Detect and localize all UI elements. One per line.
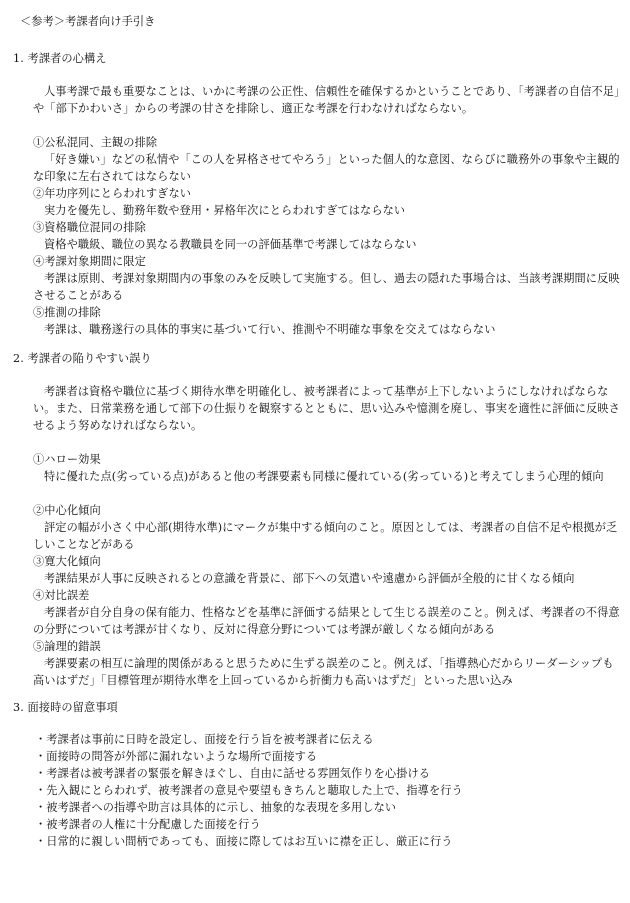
item-title: ④考課対象期間に限定 xyxy=(33,255,146,268)
item-title: ⑤推測の排除 xyxy=(33,306,101,319)
section-1-intro: 人事考課で最も重要なことは、いかに考課の公正性、信頼性を確保するかということであり、「考課者の自信不足」や「部下かわいさ」からの考課の甘さを排除し、適正な考課を行わなければならない。 xyxy=(33,85,620,115)
item-description: 考課は、職務遂行の具体的事実に基づいて行い、推測や不明確な事象を交えてはならない xyxy=(44,323,496,336)
section-heading-1: 1. 考課者の心構え xyxy=(13,52,107,65)
list-item: ・先入観にとらわれず、被考課者の意見や要望もきちんと聴取した上で、指導を行う xyxy=(35,784,463,797)
list-item: ・考課者は被考課者の緊張を解きほぐし、自由に話せる雰囲気作りを心掛ける xyxy=(35,767,431,780)
list-item: ・面接時の問答が外部に漏れないような場所で面接する xyxy=(35,750,318,763)
item-title: ①ハロー効果 xyxy=(33,453,101,466)
section-heading-2: 2. 考課者の陥りやすい誤り xyxy=(13,352,152,365)
item-title: ③資格職位混同の排除 xyxy=(33,221,146,234)
document-title: ＜参考＞考課者向け手引き xyxy=(20,15,156,28)
section-1-item-1 xyxy=(33,134,621,185)
list-item: ・被考課者への指導や助言は具体的に示し、抽象的な表現を多用しない xyxy=(35,801,397,814)
item-description: 特に優れた点(劣っている点)があると他の考課要素も同様に優れている(劣っている)と考えてしまう心理的傾向 xyxy=(44,470,604,483)
item-description: 考課者が自分自身の保有能力、性格などを基準に評価する結果として生じる誤差のこと。例えば、考課者の不得意の分野については考課が甘くなり、反対に得意分野については考課が厳しくなる傾向がある xyxy=(33,606,620,636)
item-title: ②中心化傾向 xyxy=(33,504,101,517)
list-item: ・被考課者の人権に十分配慮した面接を行う xyxy=(35,818,261,831)
item-description: 評定の幅が小さく中心部(期待水準)にマークが集中する傾向のこと。原因としては、考課者の自信不足や根拠が乏しいことなどがある xyxy=(33,521,618,551)
section-2-item-1 xyxy=(33,451,621,485)
section-1-item-2 xyxy=(33,185,621,219)
item-title: ⑤論理的錯誤 xyxy=(33,640,101,653)
section-1-item-3 xyxy=(33,219,621,253)
item-description: 実力を優先し、勤務年数や登用・昇格年次にとらわれすぎてはならない xyxy=(44,204,406,217)
section-2-intro: 考課者は資格や職位に基づく期待水準を明確化し、被考課者によって基準が上下しないようにしなければならない。また、日常業務を通して部下の仕振りを観察するとともに、思い込みや憶測を廃し、事実を適性に評価に反映させるよう努めなければならない。 xyxy=(33,385,620,432)
item-description: 考課は原則、考課対象期間内の事象のみを反映して実施する。但し、過去の隠れた事場合は、当該考課期間に反映させることがある xyxy=(33,272,620,302)
section-2-item-3 xyxy=(33,553,621,587)
section-1-item-5 xyxy=(33,304,621,338)
section-2-item-4 xyxy=(33,587,621,638)
item-title: ③寛大化傾向 xyxy=(33,555,101,568)
item-description: 資格や職級、職位の異なる教職員を同一の評価基準で考課してはならない xyxy=(44,238,417,251)
item-description: 「好き嫌い」などの私情や「この人を昇格させてやろう」といった個人的な意図、ならびに職務外の事象や主観的な印象に左右されてはならない xyxy=(33,153,620,183)
list-item: ・日常的に親しい間柄であっても、面接に際してはお互いに襟を正し、厳正に行う xyxy=(35,835,453,848)
list-item: ・考課者は事前に日時を設定し、面接を行う旨を被考課者に伝える xyxy=(35,733,374,746)
section-heading-3: 3. 面接時の留意事項 xyxy=(13,701,118,714)
item-description: 考課結果が人事に反映されるとの意識を背景に、部下への気遣いや遠慮から評価が全般的に甘くなる傾向 xyxy=(44,572,575,585)
item-title: ①公私混同、主観の排除 xyxy=(33,136,158,149)
item-description: 考課要素の相互に論理的関係があると思うために生ずる誤差のこと。例えば、「指導熱心だからリーダーシップも高いはずだ」「目標管理が期待水準を上回っているから折衝力も高いはずだ」といった思い込み xyxy=(33,657,614,687)
interview-notes-list xyxy=(35,731,463,850)
section-2-item-5 xyxy=(33,638,621,689)
section-2-item-2 xyxy=(33,502,621,553)
item-title: ④対比誤差 xyxy=(33,589,90,602)
item-title: ②年功序列にとらわれすぎない xyxy=(33,187,192,200)
section-1-item-4 xyxy=(33,253,621,304)
